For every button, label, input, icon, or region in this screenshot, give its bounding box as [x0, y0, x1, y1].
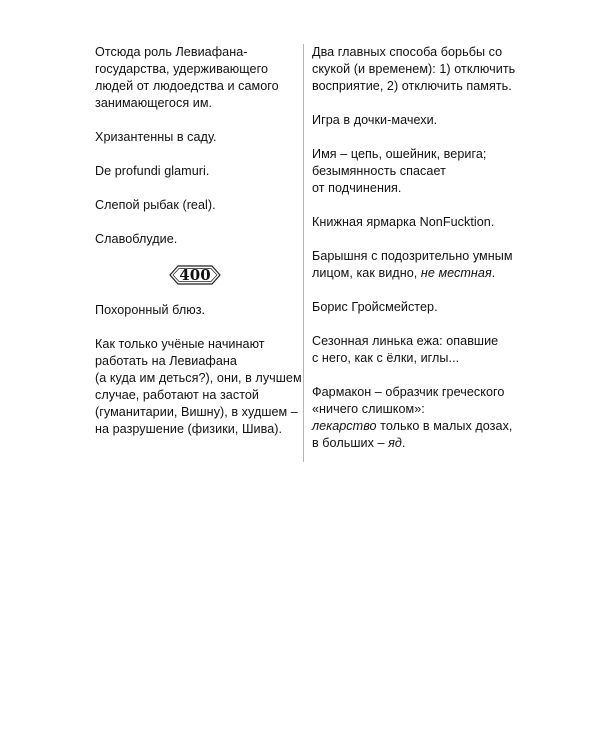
- text-line: Два главных способа борьбы со: [312, 45, 503, 59]
- paragraph-funeral-blues: [95, 302, 295, 319]
- italic-text: лекарство: [312, 419, 377, 433]
- text-line: случае, работают на застой: [95, 388, 260, 402]
- text-run: .: [491, 266, 496, 280]
- text-line: от подчинения.: [312, 181, 402, 195]
- text-line: Фармакон – образчик греческого: [312, 385, 505, 399]
- paragraph-daughters-stepmothers: [312, 112, 527, 129]
- text-line: Борис Гройсмейстер.: [312, 300, 438, 314]
- text-line: Игра в дочки-мачехи.: [312, 113, 438, 127]
- text-line: восприятие, 2) отключить память.: [312, 79, 512, 93]
- paragraph-leviathan-role: [95, 44, 295, 112]
- text-line: безымянность спасает: [312, 164, 446, 178]
- column-divider: [303, 44, 304, 462]
- page-number-text: 400: [179, 266, 211, 284]
- text-line: Слепой рыбак (real).: [95, 198, 216, 212]
- paragraph-pharmakon: [312, 384, 527, 452]
- paragraph-boredom: [312, 44, 527, 95]
- paragraph-chrysanthemums: [95, 129, 295, 146]
- paragraph-young-lady: [312, 248, 527, 282]
- paragraph-scientists: [95, 336, 302, 438]
- text-line: [312, 418, 527, 435]
- paragraph-blind-fisherman: [95, 197, 295, 214]
- text-line: Барышня с подозрительно умным: [312, 249, 513, 263]
- page-number: [168, 263, 222, 287]
- text-line: [312, 435, 527, 452]
- text-line: Как только учёные начинают: [95, 337, 265, 351]
- text-run: в больших –: [312, 436, 389, 450]
- text-line: Отсюда роль Левиафана-: [95, 45, 248, 59]
- paragraph-de-profundi: [95, 163, 295, 180]
- text-line: De profundi glamuri.: [95, 164, 210, 178]
- text-run: лицом, как видно,: [312, 266, 421, 280]
- text-line: (гуманитарии, Вишну), в худшем –: [95, 405, 298, 419]
- text-line: государства, удерживающего: [95, 62, 269, 76]
- text-line: с него, как с ёлки, иглы...: [312, 351, 460, 365]
- text-line: Славоблудие.: [95, 232, 178, 246]
- text-line: на разрушение (физики, Шива).: [95, 422, 283, 436]
- italic-text: не местная: [420, 266, 492, 280]
- left-column: [95, 44, 302, 438]
- text-line: [312, 265, 527, 282]
- page-number-block: [95, 260, 295, 296]
- italic-text: яд: [388, 436, 402, 450]
- text-line: людей от людоедства и самого: [95, 79, 279, 93]
- paragraph-slavobludie: [95, 231, 295, 248]
- text-run: только в малых дозах,: [376, 419, 513, 433]
- text-line: Сезонная линька ежа: опавшие: [312, 334, 499, 348]
- text-line: Хризантенны в саду.: [95, 130, 217, 144]
- text-line: занимающегося им.: [95, 96, 213, 110]
- text-line: Имя – цепь, ошейник, верига;: [312, 147, 487, 161]
- paragraph-name-chain: [312, 146, 527, 197]
- paragraph-boris: [312, 299, 527, 316]
- text-line: работать на Левиафана: [95, 354, 237, 368]
- paragraph-book-fair: [312, 214, 527, 231]
- text-line: Книжная ярмарка NonFucktion.: [312, 215, 495, 229]
- paragraph-hedgehog: [312, 333, 527, 367]
- text-line: (а куда им деться?), они, в лучшем: [95, 371, 302, 385]
- text-line: «ничего слишком»:: [312, 402, 425, 416]
- right-column: [312, 44, 527, 452]
- text-line: Похоронный блюз.: [95, 303, 206, 317]
- text-line: скукой (и временем): 1) отключить: [312, 62, 516, 76]
- text-run: .: [401, 436, 406, 450]
